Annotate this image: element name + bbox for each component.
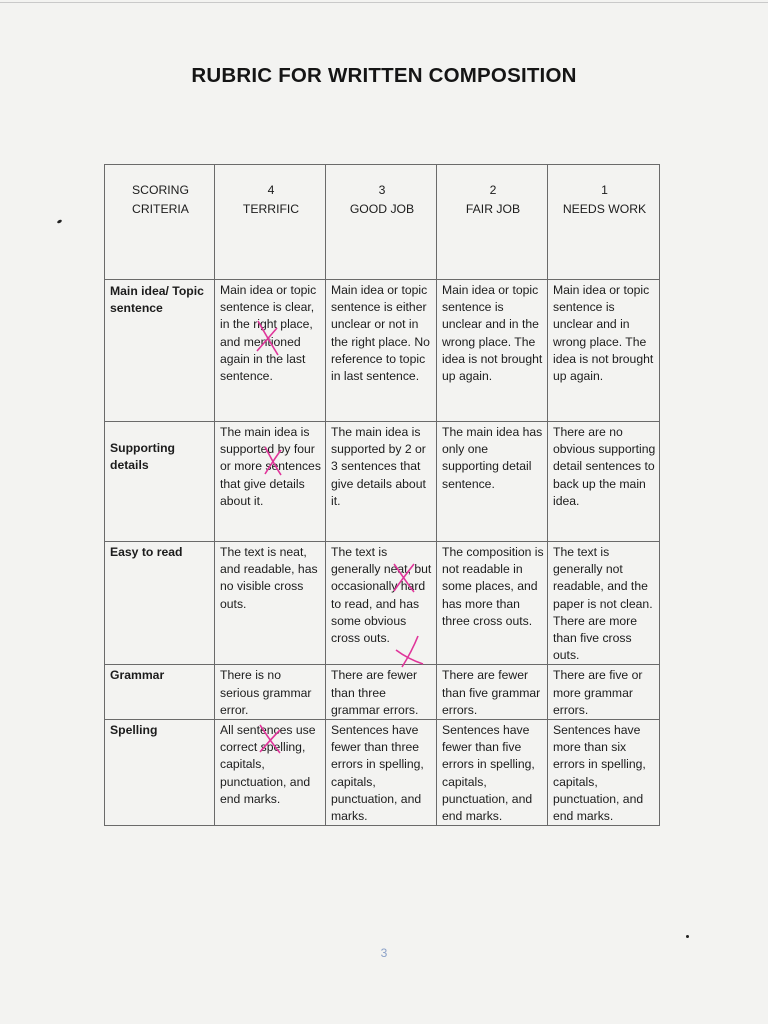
scan-speck — [57, 219, 63, 224]
pink-x-mark-icon — [392, 634, 426, 670]
level-label: FAIR JOB — [465, 202, 521, 216]
cell-level-4: Main idea or topic sentence is clear, in the right place, and mentioned again in the last sentence. — [215, 280, 326, 422]
level-score: 1 — [601, 183, 608, 197]
pink-x-mark-icon — [390, 560, 418, 596]
cell-level-1: The text is generally not readable, and the paper is not clean. There are more than five cross outs. — [548, 542, 660, 665]
criterion-main-idea: Main idea/ Topic sentence — [105, 280, 215, 422]
cell-level-1: There are five or more grammar errors. — [548, 665, 660, 720]
page-title: RUBRIC FOR WRITTEN COMPOSITION — [191, 64, 577, 87]
rubric-table — [104, 164, 660, 826]
header-criteria-line1: SCORING — [132, 183, 189, 197]
cell-level-1: Sentences have more than six errors in spelling, capitals, punctuation, and end marks. — [548, 720, 660, 826]
table-row — [105, 280, 660, 422]
page-number: 3 — [380, 946, 388, 960]
cell-level-3: Main idea or topic sentence is either unclear or not in the right place. No reference to topic in last sentence. — [326, 280, 437, 422]
cell-level-1: Main idea or topic sentence is unclear and in wrong place. The idea is not brought up again. — [548, 280, 660, 422]
criterion-grammar: Grammar — [105, 665, 215, 720]
cell-level-2: Sentences have fewer than five errors in spelling, capitals, punctuation, and end marks. — [437, 720, 548, 826]
header-level-4 — [215, 165, 326, 280]
header-row — [105, 165, 660, 280]
cell-level-4: The main idea is supported by four or more sentences that give details about it. — [215, 422, 326, 542]
table-row — [105, 422, 660, 542]
pink-x-mark-icon — [256, 722, 284, 756]
cell-level-4: The text is neat, and readable, has no visible cross outs. — [215, 542, 326, 665]
scan-speck — [686, 935, 689, 938]
level-label: TERRIFIC — [242, 202, 300, 216]
cell-level-3: The text is generally neat, but occasionally hard to read, and has some obvious cross outs. — [326, 542, 437, 665]
cell-level-2: The main idea has only one supporting detail sentence. — [437, 422, 548, 542]
level-label: NEEDS WORK — [562, 202, 647, 216]
cell-level-2: Main idea or topic sentence is unclear and in the wrong place. The idea is not brought up again. — [437, 280, 548, 422]
cell-level-4: There is no serious grammar error. — [215, 665, 326, 720]
criterion-easy-to-read: Easy to read — [105, 542, 215, 665]
cell-level-2: The composition is not readable in some places, and has more than three cross outs. — [437, 542, 548, 665]
table-row — [105, 720, 660, 826]
cell-level-3: The main idea is supported by 2 or 3 sentences that give details about it. — [326, 422, 437, 542]
header-level-2 — [437, 165, 548, 280]
cell-level-3: There are fewer than three grammar errors. — [326, 665, 437, 720]
criterion-spelling: Spelling — [105, 720, 215, 826]
level-score: 3 — [378, 183, 386, 197]
level-score: 4 — [267, 183, 275, 197]
cell-level-3: Sentences have fewer than three errors in spelling, capitals, punctuation, and marks. — [326, 720, 437, 826]
header-criteria — [105, 165, 215, 280]
pink-x-mark-icon — [254, 318, 282, 358]
scan-edge-line — [0, 2, 768, 3]
header-criteria-line2: CRITERIA — [132, 202, 189, 216]
table-row — [105, 542, 660, 665]
table-row — [105, 665, 660, 720]
header-level-3 — [326, 165, 437, 280]
criterion-supporting-details: Supporting details — [105, 422, 215, 542]
pink-x-mark-icon — [262, 444, 284, 478]
level-score: 2 — [489, 183, 497, 197]
cell-level-1: There are no obvious supporting detail sentences to back up the main idea. — [548, 422, 660, 542]
level-label: GOOD JOB — [349, 202, 415, 216]
header-level-1 — [548, 165, 660, 280]
cell-level-4: All sentences use correct spelling, capitals, punctuation, and end marks. — [215, 720, 326, 826]
cell-level-2: There are fewer than five grammar errors. — [437, 665, 548, 720]
